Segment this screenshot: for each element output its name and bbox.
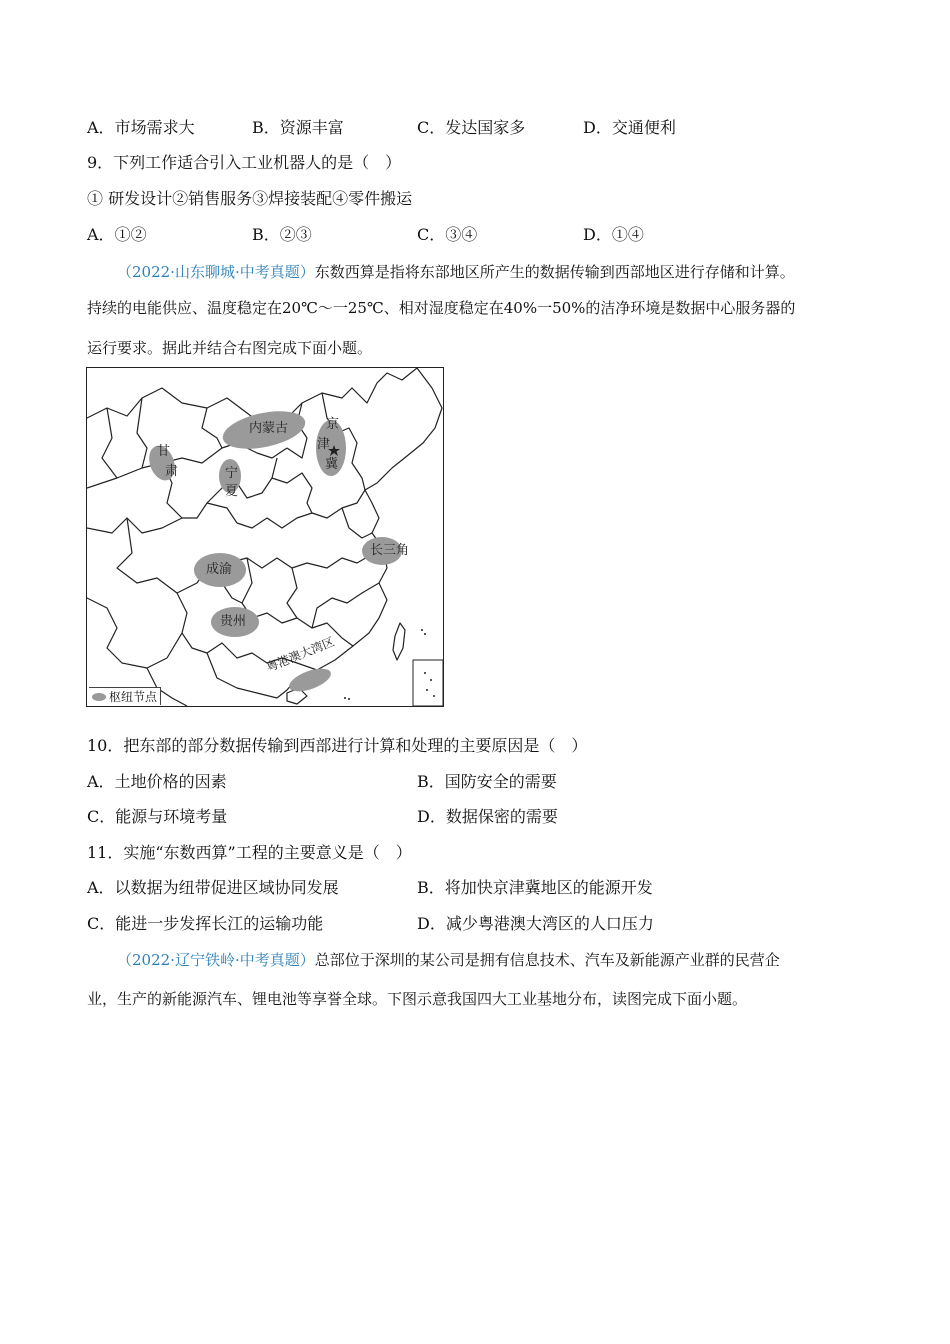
q10-stem: 10．把东部的部分数据传输到西部进行计算和处理的主要原因是（ ） <box>87 736 588 755</box>
passage1-source: （2022·山东聊城·中考真题） <box>117 263 315 281</box>
legend-label: 枢纽节点 <box>109 690 158 704</box>
hub-yuegangao <box>286 664 334 696</box>
label-guizhou: 贵州 <box>220 614 247 629</box>
label-jin: 津 <box>317 437 331 452</box>
q11-stem: 11．实施“东数西算”工程的主要意义是（ ） <box>87 843 412 862</box>
q10-option-b: B．国防安全的需要 <box>417 772 557 791</box>
q10-option-a: A．土地价格的因素 <box>87 772 227 791</box>
q9-stem: 9．下列工作适合引入工业机器人的是（ ） <box>87 153 402 172</box>
label-jing: 京 <box>326 417 340 432</box>
q8-option-a: A．市场需求大 <box>87 118 195 137</box>
q8-option-c: C．发达国家多 <box>417 118 526 137</box>
q9-option-c: C．③④ <box>417 225 478 244</box>
label-ji: 冀 <box>325 457 339 472</box>
passage1-line3: 运行要求。据此并结合右图完成下面小题。 <box>87 339 373 357</box>
passage2-source: （2022·辽宁铁岭·中考真题） <box>117 951 315 969</box>
passage1-line1: （2022·山东聊城·中考真题）东数西算是指将东部地区所产生的数据传输到西部地区进行存储和计算。 <box>117 263 795 281</box>
data-center-hub-map <box>86 367 444 707</box>
label-neimenggu: 内蒙古 <box>249 421 289 436</box>
q9-option-d: D．①④ <box>583 225 644 244</box>
q8-option-d: D．交通便利 <box>583 118 676 137</box>
label-changsanjiao: 长三角 <box>370 543 410 558</box>
q11-option-b: B．将加快京津冀地区的能源开发 <box>417 878 653 897</box>
q9-option-b: B．②③ <box>252 225 312 244</box>
label-su: 肃 <box>165 464 179 479</box>
q11-option-a: A．以数据为纽带促进区域协同发展 <box>87 878 339 897</box>
q9-items: ① 研发设计②销售服务③焊接装配④零件搬运 <box>87 189 413 208</box>
q11-option-c: C．能进一步发挥长江的运输功能 <box>87 914 324 933</box>
label-chengyu: 成渝 <box>206 562 233 577</box>
passage1-line2: 持续的电能供应、温度稳定在20℃～一25℃、相对湿度稳定在40%一50%的洁净环境是数据中心服务器的 <box>87 299 796 317</box>
q10-option-d: D．数据保密的需要 <box>417 807 558 826</box>
q9-option-a: A．①② <box>87 225 147 244</box>
q11-option-d: D．减少粤港澳大湾区的人口压力 <box>417 914 654 933</box>
map-legend <box>89 687 161 705</box>
passage2-line2: 业，生产的新能源汽车、锂电池等享誉全球。下图示意我国四大工业基地分布，读图完成下面小题。 <box>87 990 748 1008</box>
q10-option-c: C．能源与环境考量 <box>87 807 228 826</box>
hub-legend-swatch <box>92 693 106 701</box>
q8-option-b: B．资源丰富 <box>252 118 344 137</box>
label-gan: 甘 <box>157 444 171 459</box>
label-yuegangao: 粤港澳大湾区 <box>264 634 337 675</box>
label-xia: 夏 <box>225 484 239 499</box>
passage2-line1: （2022·辽宁铁岭·中考真题）总部位于深圳的某公司是拥有信息技术、汽车及新能源产业群的民营企 <box>117 951 780 969</box>
label-ning: 宁 <box>225 466 239 481</box>
map-boundaries <box>87 368 444 707</box>
